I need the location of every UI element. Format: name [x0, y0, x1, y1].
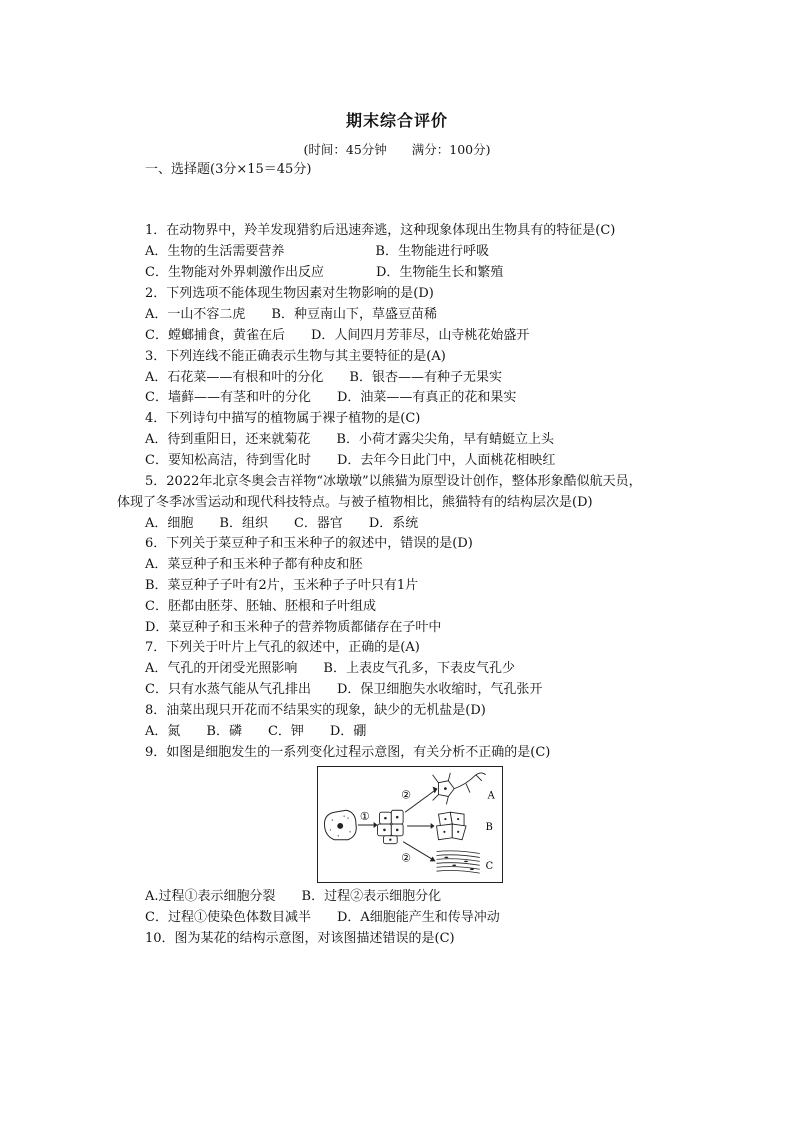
question-stem: 7．下列关于叶片上气孔的叙述中，正确的是(A): [145, 640, 420, 655]
question-stem: 5．2022年北京冬奥会吉祥物“冰墩墩”以熊猫为原型设计创作，整体形象酷似航天员，: [145, 474, 642, 489]
section-heading: 一、选择题(3分×15＝45分): [145, 162, 312, 177]
question-option: A．气孔的开闭受光照影响 B．上表皮气孔多，下表皮气孔少: [145, 661, 515, 676]
question-option: C．螳螂捕食，黄雀在后 D．人间四月芳菲尽，山寺桃花始盛开: [145, 328, 530, 343]
label-C: C: [485, 861, 494, 873]
cell-process-diagram: [317, 766, 503, 883]
question-option: C．要知松高洁，待到雪化时 D．去年今日此门中，人面桃花相映红: [145, 453, 556, 468]
label-process-1: ①: [359, 810, 370, 824]
question-option: C．生物能对外界刺激作出反应 D．生物能生长和繁殖: [145, 265, 504, 280]
question-option: D．菜豆种子和玉米种子的营养物质都储存在子叶中: [145, 620, 442, 635]
question-stem: 2．下列选项不能体现生物因素对生物影响的是(D): [145, 286, 434, 301]
question-option: A.过程①表示细胞分裂 B．过程②表示细胞分化: [145, 889, 442, 904]
question-stem: 9．如图是细胞发生的一系列变化过程示意图，有关分析不正确的是(C): [145, 745, 551, 760]
question-option: A．菜豆种子和玉米种子都有种皮和胚: [145, 557, 363, 572]
cell-cluster-B: [437, 812, 466, 840]
question-option: A．待到重阳日，还来就菊花 B．小荷才露尖尖角，早有蜻蜓立上头: [145, 432, 554, 447]
question-stem: 3．下列连线不能正确表示生物与其主要特征的是(A): [145, 349, 446, 364]
question-option: B．菜豆种子子叶有2片，玉米种子子叶只有1片: [145, 578, 419, 593]
question-option: A．细胞 B．组织 C．器官 D．系统: [145, 516, 419, 531]
question-stem: 6．下列关于菜豆种子和玉米种子的叙述中，错误的是(D): [145, 536, 473, 551]
page-title: 期末综合评价: [345, 111, 448, 130]
neuron-cell-A: [433, 773, 486, 804]
original-cell-nucleus: [337, 823, 343, 829]
question-stem: 10．图为某花的结构示意图，对该图描述错误的是(C): [145, 931, 455, 946]
question-option: C．胚都由胚芽、胚轴、胚根和子叶组成: [145, 599, 376, 614]
question-option: A．生物的生活需要营养 B．生物能进行呼吸: [145, 244, 489, 259]
question-stem: 1．在动物界中，羚羊发现猎豹后迅速奔逃，这种现象体现出生物具有的特征是(C): [145, 223, 616, 238]
question-option: A．氮 B．磷 C．钾 D．硼: [145, 724, 367, 739]
label-B: B: [485, 821, 493, 833]
question-option: A．一山不容二虎 B．种豆南山下，草盛豆苗稀: [145, 307, 437, 322]
label-process-2-upper: ②: [401, 788, 411, 802]
exam-info: (时间：45分钟 满分：100分): [303, 142, 491, 157]
question-option: A．石花菜——有根和叶的分化 B．银杏——有种子无果实: [145, 370, 502, 385]
question-option: C．只有水蒸气能从气孔排出 D．保卫细胞失水收缩时，气孔张开: [145, 682, 543, 697]
question-option: C．墙藓——有茎和叶的分化 D．油菜——有真正的花和果实: [145, 390, 517, 405]
question-stem: 8．油菜出现只开花而不结果实的现象，缺少的无机盐是(D): [145, 703, 486, 718]
question-stem-continued: 体现了冬季冰雪运动和现代科技特点。与被子植物相比，熊猫特有的结构层次是(D): [117, 495, 593, 510]
question-stem: 4．下列诗句中描写的植物属于裸子植物的是(C): [145, 411, 421, 426]
label-A: A: [487, 790, 495, 802]
cell-cluster-C: [437, 851, 480, 873]
label-process-2-lower: ②: [401, 851, 411, 865]
question-option: C．过程①使染色体数目减半 D．A细胞能产生和传导冲动: [145, 910, 500, 925]
